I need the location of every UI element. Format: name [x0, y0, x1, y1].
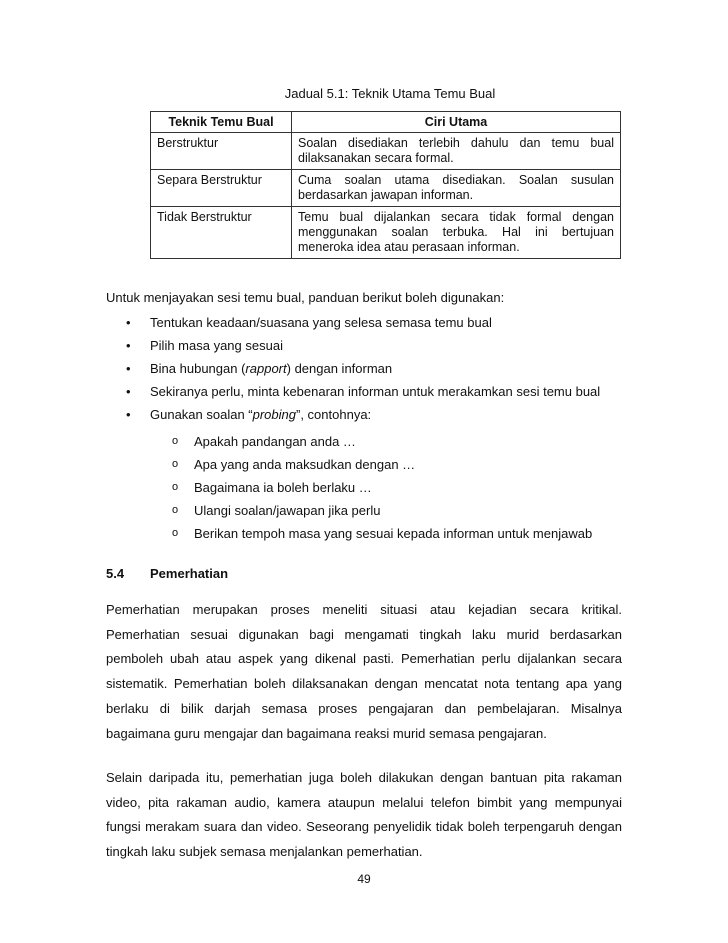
table-header-feature: Ciri Utama: [292, 112, 621, 133]
list-item: [170, 476, 620, 499]
table-cell-feature: Temu bual dijalankan secara tidak formal dengan menggunakan soalan terbuka. Hal ini bertujuan meneroka idea atau perasaan informan.: [292, 207, 621, 259]
list-item-text: Apa yang anda maksudkan dengan …: [194, 457, 416, 472]
table-row: [151, 133, 621, 170]
list-item-text: Berikan tempoh masa yang sesuai kepada informan untuk menjawab: [194, 526, 593, 541]
section-title: Pemerhatian: [150, 566, 229, 581]
table-header-row: [151, 112, 621, 133]
list-item-text: Pilih masa yang sesuai: [150, 338, 283, 353]
list-item: [170, 499, 620, 522]
bullet-icon: •: [126, 338, 131, 353]
interview-techniques-table: [150, 111, 621, 259]
circle-bullet-icon: o: [172, 527, 179, 539]
table-row: [151, 207, 621, 259]
list-item: [106, 403, 626, 426]
list-item: [170, 453, 620, 476]
table-cell-feature: Soalan disediakan terlebih dahulu dan temu bual dilaksanakan secara formal.: [292, 133, 621, 170]
bullet-icon: •: [126, 315, 131, 330]
list-item-text-pre: Gunakan soalan “: [150, 407, 253, 422]
table-cell-technique: Separa Berstruktur: [151, 170, 292, 207]
guide-list: [106, 311, 626, 426]
list-item-text-post: ) dengan informan: [286, 361, 393, 376]
bullet-icon: •: [126, 384, 131, 399]
list-item-text-emphasis: rapport: [245, 361, 287, 376]
list-item-text-post: ”, contohnya:: [296, 407, 372, 422]
list-item-text: Ulangi soalan/jawapan jika perlu: [194, 503, 381, 518]
circle-bullet-icon: o: [172, 435, 179, 447]
table-row: [151, 170, 621, 207]
circle-bullet-icon: o: [172, 458, 179, 470]
list-item: [170, 522, 620, 545]
list-item: [106, 334, 626, 357]
paragraph: Selain daripada itu, pemerhatian juga boleh dilakukan dengan bantuan pita rakaman video, pita rakaman audio, kamera ataupun melalui telefon bimbit yang mempunyai fungsi merakam suara dan video. Seseorang penyelidik tidak boleh terpengaruh dengan tingkah laku subjek semasa menjalankan pemerhatian.: [106, 770, 622, 860]
circle-bullet-icon: o: [172, 481, 179, 493]
table-cell-technique: Tidak Berstruktur: [151, 207, 292, 259]
list-item-text: Sekiranya perlu, minta kebenaran informan untuk merakamkan sesi temu bual: [150, 384, 601, 399]
list-item-text-pre: Bina hubungan (: [150, 361, 246, 376]
guide-intro: Untuk menjayakan sesi temu bual, panduan berikut boleh digunakan:: [106, 290, 505, 305]
list-item-text-emphasis: probing: [252, 407, 296, 422]
page-number: 49: [357, 872, 371, 886]
list-item: [170, 430, 620, 453]
list-item-text: Apakah pandangan anda …: [194, 434, 356, 449]
list-item-text: Bagaimana ia boleh berlaku …: [194, 480, 372, 495]
list-item-text: Tentukan keadaan/suasana yang selesa semasa temu bual: [150, 315, 492, 330]
bullet-icon: •: [126, 361, 131, 376]
table-cell-feature: Cuma soalan utama disediakan. Soalan susulan berdasarkan jawapan informan.: [292, 170, 621, 207]
circle-bullet-icon: o: [172, 504, 179, 516]
table-caption: Jadual 5.1: Teknik Utama Temu Bual: [284, 86, 496, 101]
list-item: [106, 311, 626, 334]
table-header-technique: Teknik Temu Bual: [151, 112, 292, 133]
paragraph: Pemerhatian merupakan proses meneliti situasi atau kejadian secara kritikal. Pemerhatian sesuai digunakan bagi mengamati tingkah laku murid berdasarkan pemboleh ubah atau aspek yang dikenal pasti. Pemerhatian perlu dijalankan secara sistematik. Pemerhatian boleh dilaksanakan dengan mencatat nota tentang apa yang berlaku di bilik darjah semasa proses pengajaran dan pembelajaran. Misalnya bagaimana guru mengajar dan bagaimana reaksi murid semasa pengajaran.: [106, 602, 622, 741]
list-item: [106, 380, 626, 403]
probing-examples-list: [170, 430, 620, 545]
table-cell-technique: Berstruktur: [151, 133, 292, 170]
section-number: 5.4: [106, 566, 125, 581]
bullet-icon: •: [126, 407, 131, 422]
list-item: [106, 357, 626, 380]
